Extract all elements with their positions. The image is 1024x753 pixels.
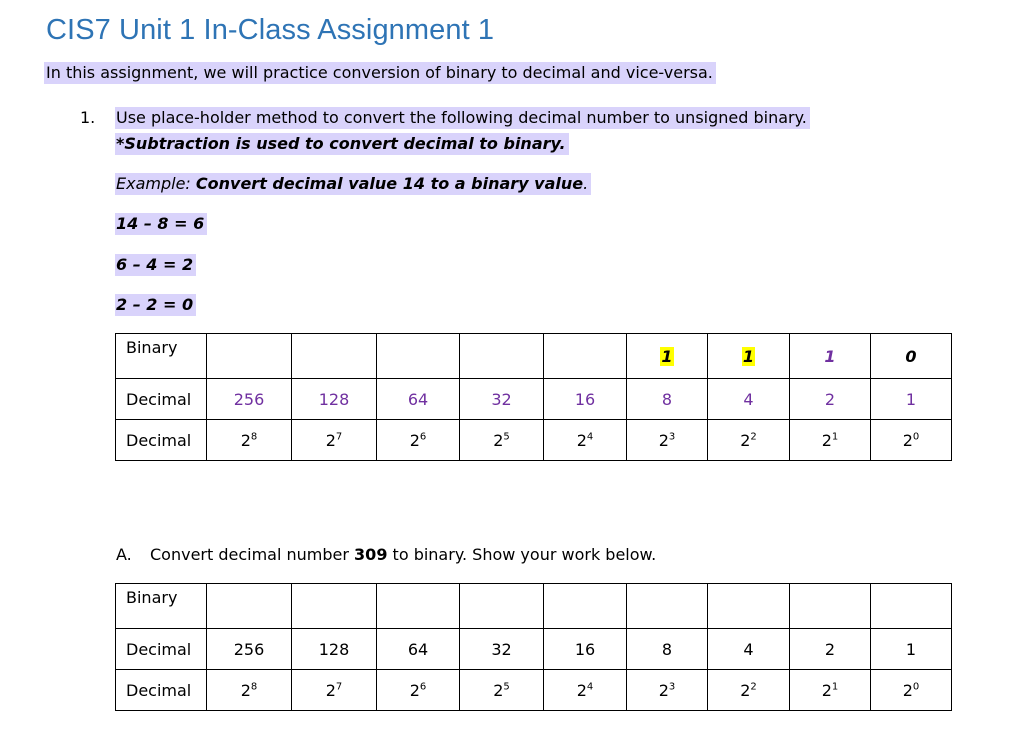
example-step-1: 14 – 8 = 6 xyxy=(115,213,207,235)
power-cell: $2^8$ xyxy=(207,420,292,461)
decimal-cell: 128 xyxy=(292,629,377,670)
decimal-cell: 1 xyxy=(871,629,952,670)
binary-cell: 1 xyxy=(790,334,871,379)
example-step-2: 6 – 4 = 2 xyxy=(115,254,196,276)
power-cell: $2^6$ xyxy=(377,670,460,711)
power-cell: $2^5$ xyxy=(460,420,544,461)
decimal-cell: 256 xyxy=(207,379,292,420)
question-a-letter: A. xyxy=(116,545,132,564)
row-label-decimal: Decimal xyxy=(116,379,207,420)
power-cell: $2^0$ xyxy=(871,420,952,461)
row-label-decimal: Decimal xyxy=(116,629,207,670)
power-cell: $2^7$ xyxy=(292,670,377,711)
power-cell: $2^4$ xyxy=(544,420,627,461)
decimal-cell: 2 xyxy=(790,379,871,420)
power-cell: $2^4$ xyxy=(544,670,627,711)
example-decimal-row xyxy=(116,379,952,420)
power-cell: $2^7$ xyxy=(292,420,377,461)
power-cell: $2^1$ xyxy=(790,420,871,461)
question-1-number: 1. xyxy=(80,108,96,127)
document-title: CIS7 Unit 1 In-Class Assignment 1 xyxy=(46,14,495,46)
power-cell: $2^2$ xyxy=(708,420,790,461)
row-label-decimal: Decimal xyxy=(116,420,207,461)
example-line xyxy=(115,173,591,195)
power-cell: $2^0$ xyxy=(871,670,952,711)
question-a xyxy=(116,544,656,566)
power-cell: $2^2$ xyxy=(708,670,790,711)
power-cell: $2^1$ xyxy=(790,670,871,711)
binary-answer-cell[interactable] xyxy=(544,584,627,629)
binary-cell xyxy=(708,334,790,379)
intro-paragraph: In this assignment, we will practice conversion of binary to decimal and vice-versa. xyxy=(44,62,716,84)
question-a-number: 309 xyxy=(354,545,388,564)
binary-answer-cell[interactable] xyxy=(292,584,377,629)
decimal-cell: 4 xyxy=(708,629,790,670)
binary-answer-cell[interactable] xyxy=(708,584,790,629)
binary-answer-cell[interactable] xyxy=(627,584,708,629)
binary-digit-highlighted: 1 xyxy=(661,346,673,366)
decimal-cell: 32 xyxy=(460,379,544,420)
binary-cell: 0 xyxy=(871,334,952,379)
decimal-cell: 128 xyxy=(292,379,377,420)
binary-digit-highlighted: 1 xyxy=(742,346,755,366)
row-label-binary: Binary xyxy=(116,584,207,629)
row-label-decimal: Decimal xyxy=(116,670,207,711)
question-a-binary-row xyxy=(116,584,952,629)
decimal-cell: 64 xyxy=(377,379,460,420)
decimal-cell: 2 xyxy=(790,629,871,670)
power-cell: $2^5$ xyxy=(460,670,544,711)
binary-cell xyxy=(292,334,377,379)
question-1-text: Use place-holder method to convert the following decimal number to unsigned binary. xyxy=(115,107,810,129)
decimal-cell: 8 xyxy=(627,379,708,420)
binary-cell xyxy=(627,334,708,379)
example-step-3: 2 – 2 = 0 xyxy=(115,294,196,316)
question-a-text-after: to binary. Show your work below. xyxy=(387,545,657,564)
question-a-power-row xyxy=(116,670,952,711)
example-period: . xyxy=(583,174,589,193)
example-prefix: Example: xyxy=(116,174,196,193)
binary-answer-cell[interactable] xyxy=(460,584,544,629)
row-label-binary: Binary xyxy=(116,334,207,379)
binary-answer-cell[interactable] xyxy=(207,584,292,629)
question-a-binary-table xyxy=(115,583,952,711)
decimal-cell: 32 xyxy=(460,629,544,670)
power-cell: $2^6$ xyxy=(377,420,460,461)
binary-cell xyxy=(377,334,460,379)
power-cell: $2^3$ xyxy=(627,420,708,461)
example-binary-row xyxy=(116,334,952,379)
question-a-text-before: Convert decimal number xyxy=(150,545,355,564)
decimal-cell: 256 xyxy=(207,629,292,670)
decimal-cell: 4 xyxy=(708,379,790,420)
example-text: Convert decimal value 14 to a binary value xyxy=(195,174,584,193)
binary-answer-cell[interactable] xyxy=(871,584,952,629)
binary-cell xyxy=(460,334,544,379)
binary-cell xyxy=(544,334,627,379)
power-cell: $2^3$ xyxy=(627,670,708,711)
binary-answer-cell[interactable] xyxy=(377,584,460,629)
decimal-cell: 8 xyxy=(627,629,708,670)
example-binary-table xyxy=(115,333,952,461)
question-a-decimal-row xyxy=(116,629,952,670)
question-1-note: *Subtraction is used to convert decimal to binary. xyxy=(115,133,569,155)
decimal-cell: 16 xyxy=(544,379,627,420)
decimal-cell: 16 xyxy=(544,629,627,670)
decimal-cell: 64 xyxy=(377,629,460,670)
power-cell: $2^8$ xyxy=(207,670,292,711)
example-power-row xyxy=(116,420,952,461)
binary-cell xyxy=(207,334,292,379)
binary-answer-cell[interactable] xyxy=(790,584,871,629)
decimal-cell: 1 xyxy=(871,379,952,420)
